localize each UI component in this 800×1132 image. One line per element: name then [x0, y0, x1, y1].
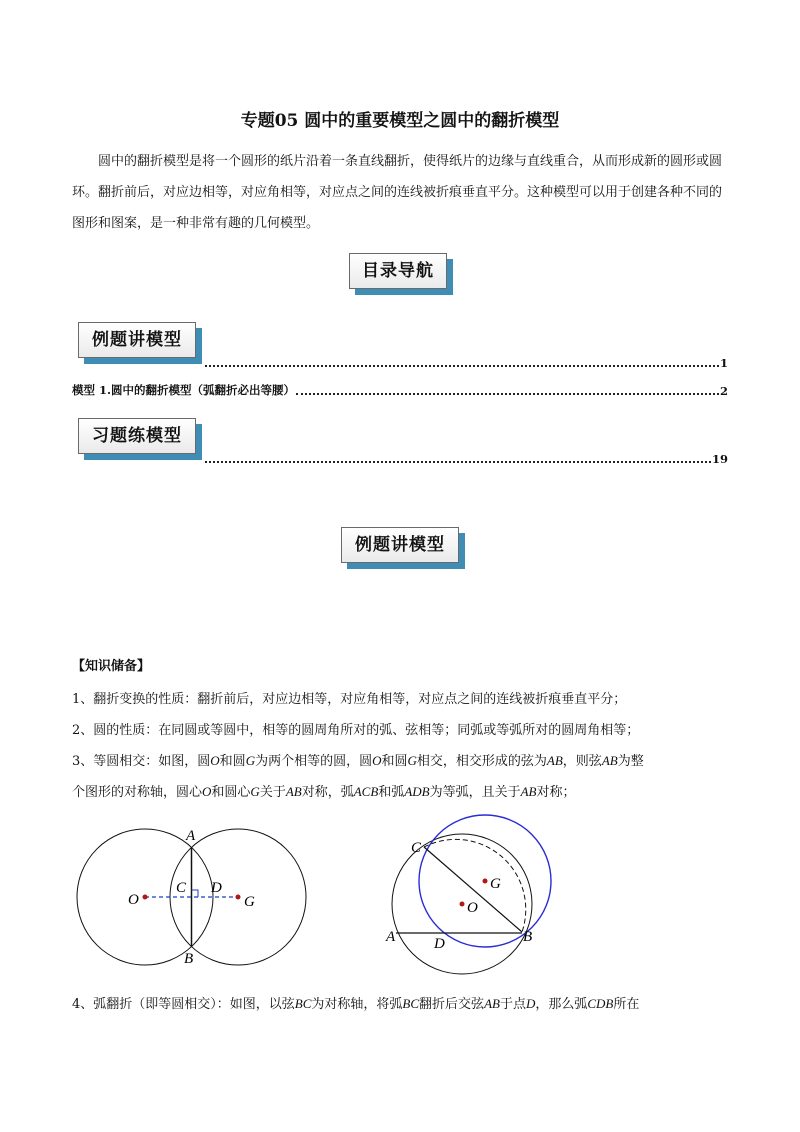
toc-box-exercises[interactable]: 习题练模型 — [78, 418, 196, 454]
point-o — [143, 895, 148, 900]
label-b: B — [184, 951, 194, 967]
page-title: 专题05 圆中的重要模型之圆中的翻折模型 — [240, 111, 560, 131]
figure-arc-fold — [380, 810, 560, 982]
toc-heading-box: 目录导航 — [349, 253, 447, 289]
toc-page-number: 1 — [719, 356, 728, 370]
knowledge-item-1: 1、翻折变换的性质：翻折前后，对应边相等，对应角相等，对应点之间的连线被折痕垂直平分； — [72, 692, 627, 707]
label-g: G — [244, 894, 255, 910]
toc-entry-exercises[interactable] — [204, 452, 728, 466]
toc-entry-examples[interactable] — [204, 356, 728, 370]
label-d-fig2: D — [434, 936, 445, 952]
label-c: C — [176, 880, 187, 896]
chord-bc — [424, 847, 522, 932]
toc-entry-model1[interactable] — [72, 382, 728, 398]
knowledge-item-4: 4、弧翻折（即等圆相交）：如图，以弦BC为对称轴，将弧BC翻折后交弦AB于点D，那么弧CDB所在 — [72, 996, 640, 1012]
label-d: D — [211, 880, 222, 896]
label-a: A — [186, 828, 196, 844]
toc-entry-label: 模型 1.圆中的翻折模型（弧翻折必出等腰） — [72, 383, 296, 397]
figure-equal-circles — [70, 820, 320, 970]
toc-dots — [205, 461, 711, 463]
point-g — [236, 895, 241, 900]
section-heading-box: 例题讲模型 — [341, 527, 459, 563]
toc-page-number: 19 — [711, 452, 728, 466]
knowledge-item-3-cont: 个图形的对称轴，圆心O和圆心G关于AB对称，弧ACB和弧ADB为等弧，且关于AB对称； — [72, 784, 576, 800]
point-g-fig2 — [483, 879, 488, 884]
knowledge-item-3: 3、等圆相交：如图，圆O和圆G为两个相等的圆，圆O和圆G相交，相交形成的弦为AB，则弦AB为整 — [72, 753, 644, 769]
toc-page-number: 2 — [719, 384, 728, 398]
label-g-fig2: G — [490, 876, 501, 892]
knowledge-item-2: 2、圆的性质：在同圆或等圆中，相等的圆周角所对的弧、弦相等；同弧或等弧所对的圆周角相等； — [72, 723, 640, 738]
label-a-fig2: A — [386, 929, 396, 945]
label-o: O — [128, 892, 139, 908]
right-angle-mark — [192, 890, 199, 897]
label-c-fig2: C — [411, 840, 422, 856]
point-o-fig2 — [460, 902, 465, 907]
label-b-fig2: B — [523, 929, 533, 945]
label-o-fig2: O — [467, 900, 478, 916]
toc-dots — [205, 365, 719, 367]
knowledge-heading: 【知识储备】 — [72, 659, 151, 674]
toc-dots — [296, 393, 719, 395]
toc-box-examples[interactable]: 例题讲模型 — [78, 322, 196, 358]
intro-paragraph: 圆中的翻折模型是将一个圆形的纸片沿着一条直线翻折，使得纸片的边缘与直线重合，从而形成新的圆形或圆环。翻折前后，对应边相等，对应角相等，对应点之间的连线被折痕垂直平分。这种模型可以用于创建各种不同的图形和图案，是一种非常有趣的几何模型。 — [72, 154, 723, 231]
